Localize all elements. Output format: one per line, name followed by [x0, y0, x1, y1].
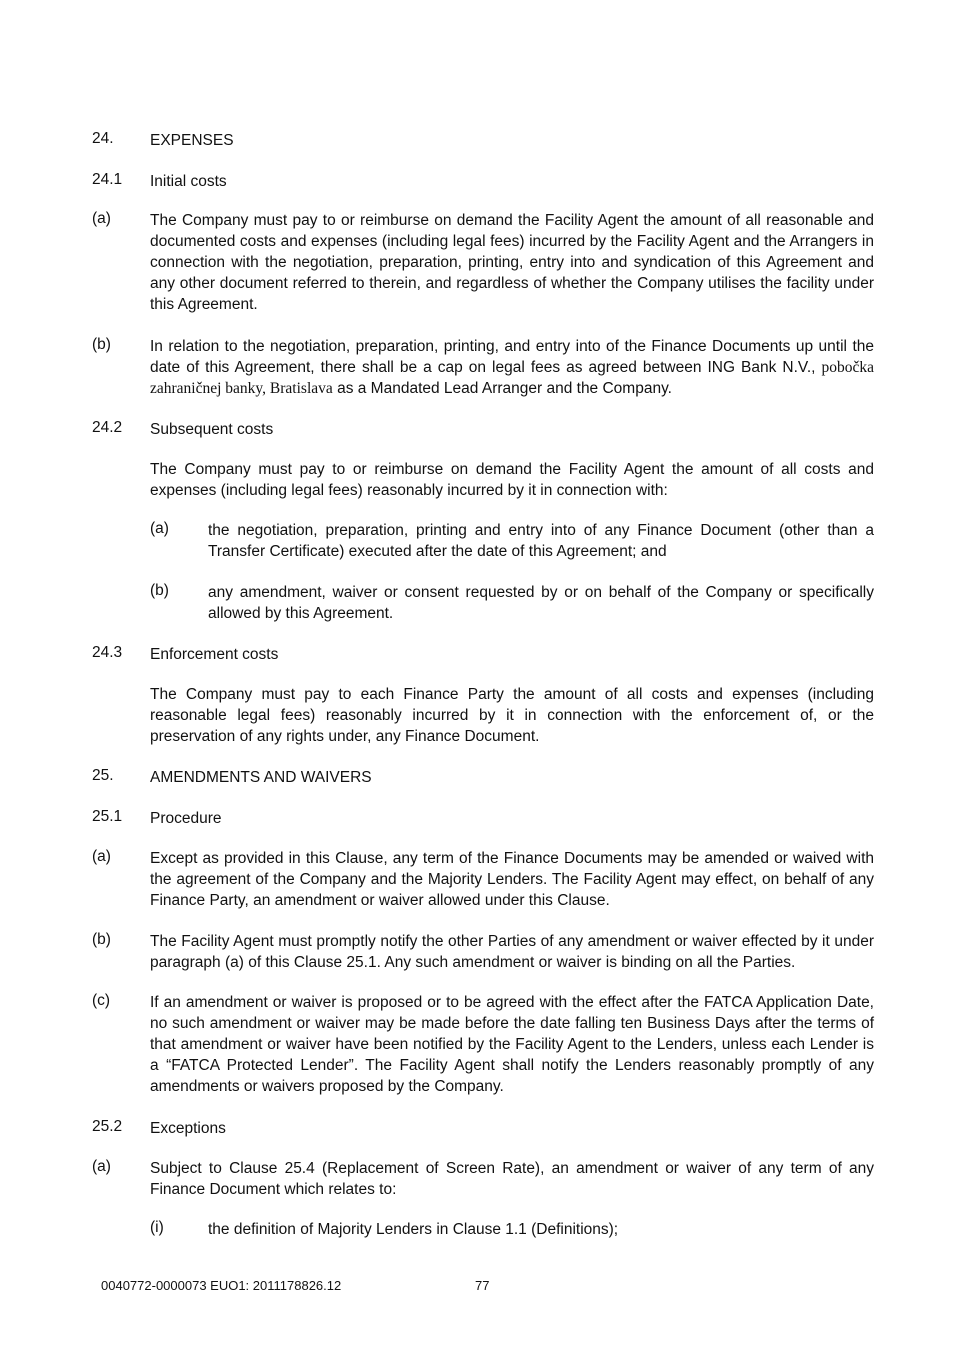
clause-title: Exceptions — [150, 1120, 226, 1137]
paragraph-label: (c) — [92, 992, 111, 1009]
clause-title: Initial costs — [150, 173, 227, 190]
clause-number: 24. — [92, 130, 114, 147]
paragraph-label: (a) — [92, 848, 111, 865]
clause-title: Enforcement costs — [150, 646, 279, 663]
paragraph-label: (b) — [92, 336, 111, 353]
paragraph-text: The Company must pay to each Finance Party the amount of all costs and expenses (including reasonable legal fees) reasonably incurred by it in connection with the enforcement of, or the preservation of any rights under, any Finance Document. — [150, 686, 874, 745]
clause-number: 25.2 — [92, 1118, 123, 1135]
clause-number: 24.1 — [92, 171, 123, 188]
clause-title: Procedure — [150, 810, 222, 827]
clause-number: 25.1 — [92, 808, 123, 825]
paragraph-text: If an amendment or waiver is proposed or to be agreed with the effect after the FATCA Application Date, no such amendment or waiver may be made before the date falling ten Business Days after the terms of that amendment or waiver have been notified by the Facility Agent to the Lenders, unless each Lender is a “FATCA Protected Lender”. The Facility Agent shall notify the Lenders reasonably promptly of any amendments or waivers proposed by the Company. — [150, 994, 874, 1095]
paragraph-text: The Facility Agent must promptly notify the other Parties of any amendment or waiver effected by it under paragraph (a) of this Clause 25.1. Any such amendment or waiver is binding on all the Parties. — [150, 933, 874, 971]
paragraph-label: (a) — [150, 520, 169, 537]
bank-branch-name: pobočka zahraničnej banky, Bratislava — [150, 359, 874, 397]
paragraph-text: the definition of Majority Lenders in Clause 1.1 (Definitions); — [208, 1221, 619, 1238]
page-number: 77 — [475, 1278, 490, 1293]
paragraph-text — [150, 336, 874, 399]
paragraph-text: The Company must pay to or reimburse on demand the Facility Agent the amount of all costs and expenses (including legal fees) reasonably incurred by it in connection with: — [150, 461, 874, 499]
paragraph-text: the negotiation, preparation, printing and entry into of any Finance Document (other than a Transfer Certificate) executed after the date of this Agreement; and — [208, 522, 874, 560]
clause-number: 25. — [92, 767, 114, 784]
clause-title: EXPENSES — [150, 132, 234, 149]
paragraph-label: (b) — [150, 582, 169, 599]
paragraph-label: (i) — [150, 1219, 164, 1236]
paragraph-text: Subject to Clause 25.4 (Replacement of Screen Rate), an amendment or waiver of any term of any Finance Document which relates to: — [150, 1160, 874, 1198]
clause-title: Subsequent costs — [150, 421, 274, 438]
paragraph-text-part1: In relation to the negotiation, preparation, printing, and entry into of the Finance Documents up until the date of this Agreement, there shall be a cap on legal fees as agreed between ING Bank N.V., — [150, 338, 874, 376]
paragraph-label: (a) — [92, 210, 111, 227]
paragraph-text: The Company must pay to or reimburse on demand the Facility Agent the amount of all reasonable and documented costs and expenses (including legal fees) incurred by the Facility Agent and the Arrangers in connection with the negotiation, preparation, printing, entry into and syndication of this Agreement and any other document referred to therein, and regardless of whether the Company utilises the facility under this Agreement. — [150, 212, 874, 313]
clause-number: 24.3 — [92, 644, 123, 661]
document-reference: 0040772-0000073 EUO1: 2011178826.12 — [101, 1278, 342, 1293]
paragraph-text-part2: as a Mandated Lead Arranger and the Company. — [332, 380, 672, 397]
paragraph-label: (a) — [92, 1158, 111, 1175]
clause-title: AMENDMENTS AND WAIVERS — [150, 769, 372, 786]
paragraph-text: any amendment, waiver or consent requested by or on behalf of the Company or specifically allowed by this Agreement. — [208, 584, 874, 622]
paragraph-label: (b) — [92, 931, 111, 948]
clause-number: 24.2 — [92, 419, 123, 436]
paragraph-text: Except as provided in this Clause, any term of the Finance Documents may be amended or waived with the agreement of the Company and the Majority Lenders. The Facility Agent may effect, on behalf of any Finance Party, an amendment or waiver allowed under this Clause. — [150, 850, 874, 909]
